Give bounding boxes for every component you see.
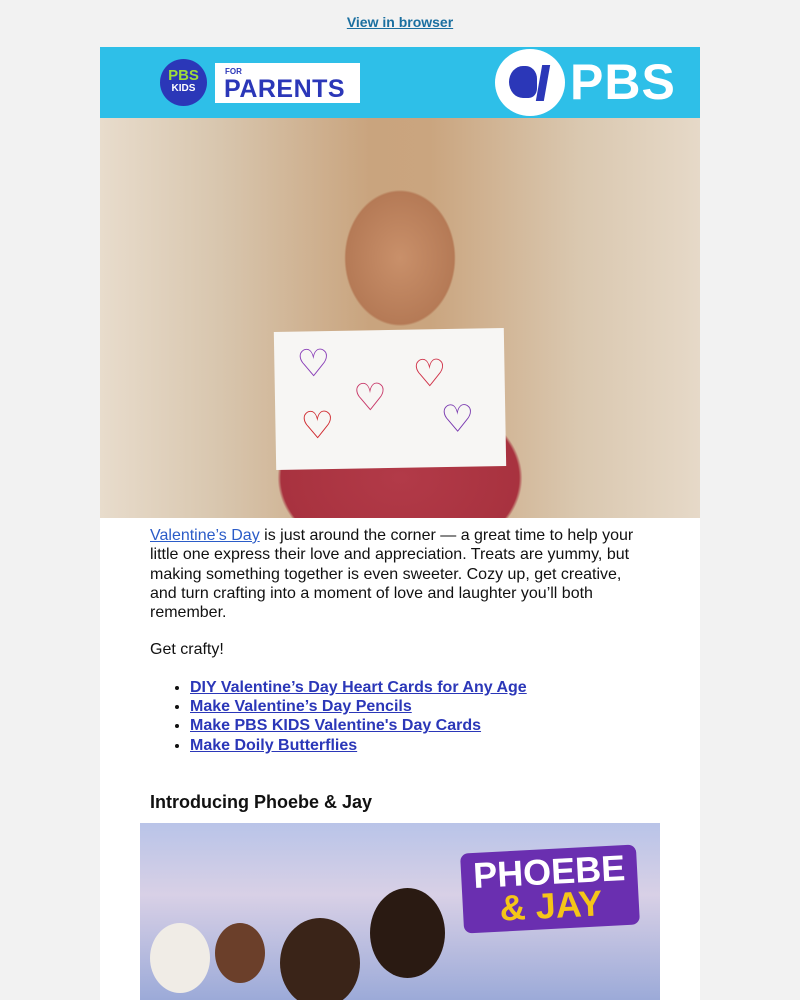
heart-icon: ♡: [296, 343, 331, 386]
character-image: [280, 918, 360, 1000]
show-title-logo: [460, 845, 640, 934]
craft-link[interactable]: Make Doily Butterflies: [190, 736, 358, 754]
logo-text: PBS: [168, 67, 199, 84]
list-item: [190, 678, 650, 697]
pbs-head-icon[interactable]: [495, 49, 565, 116]
craft-link[interactable]: Make Valentine’s Day Pencils: [190, 698, 412, 716]
top-bar: [0, 0, 800, 47]
list-item: [190, 736, 650, 755]
craft-link[interactable]: DIY Valentine’s Day Heart Cards for Any Age: [190, 678, 527, 696]
pbs-kids-logo[interactable]: [160, 59, 207, 106]
heart-icon: ♡: [352, 377, 388, 420]
phoebe-and-jay-image[interactable]: [140, 823, 660, 1000]
view-in-browser-link[interactable]: View in browser: [346, 14, 454, 30]
craft-links-list: [150, 678, 650, 755]
heart-icon: ♡: [412, 353, 448, 396]
hero-image[interactable]: [100, 118, 700, 518]
heart-icon: ♡: [300, 404, 335, 448]
pbs-logo-text[interactable]: PBS: [570, 54, 676, 110]
logo-text: PHOEBE: [472, 847, 627, 897]
logo-text: KIDS: [171, 83, 196, 94]
craft-link[interactable]: Make PBS KIDS Valentine's Day Cards: [190, 717, 482, 735]
email-content: [100, 518, 700, 812]
section-heading: Introducing Phoebe & Jay: [150, 791, 373, 812]
logo-text: PARENTS: [224, 75, 346, 103]
for-parents-logo[interactable]: [215, 63, 360, 103]
email-body: [100, 47, 700, 1000]
list-item: [190, 716, 650, 735]
valentines-day-link[interactable]: Valentine’s Day: [150, 527, 260, 544]
heart-card-image: [274, 328, 506, 470]
email-header: [100, 47, 700, 118]
logo-text: FOR: [225, 67, 242, 76]
intro-text: is just around the corner — a great time to help your little one express their love and appreciation. Treats are yummy, but making something together is even sweeter. Cozy up, get creative, and turn crafting into a moment of love and laughter you’ll both remember.: [150, 527, 634, 622]
heart-icon: ♡: [440, 398, 475, 442]
character-image: [370, 888, 445, 978]
list-item: [190, 697, 650, 716]
intro-paragraph: [150, 526, 650, 622]
logo-text: & JAY: [498, 882, 604, 929]
get-crafty-text: Get crafty!: [150, 641, 224, 659]
character-image: [150, 923, 210, 993]
character-image: [215, 923, 265, 983]
